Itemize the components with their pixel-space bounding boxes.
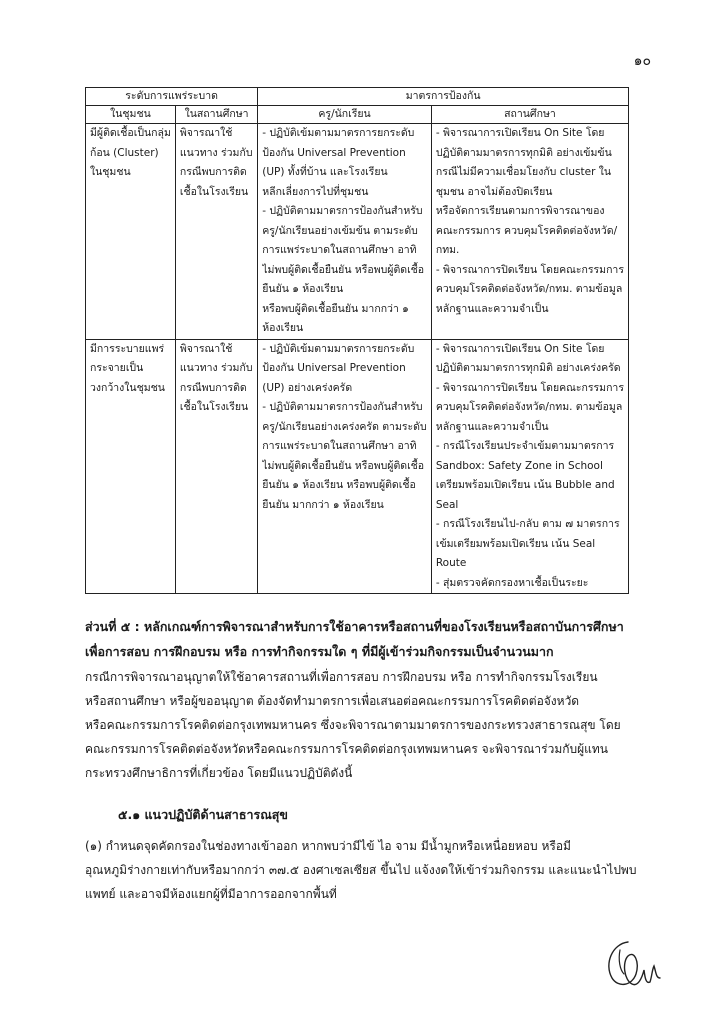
cell-line: - ปฏิบัติตามมาตรการป้องกันสำหรับ (262, 401, 423, 413)
section5-heading-line: เพื่อการสอบ การฝึกอบรม หรือ การทำกิจกรรมใด ๆ ที่มีผู้เข้าร่วมกิจกรรมเป็นจำนวนมาก (85, 644, 554, 659)
cell-line: การแพร่ระบาดในสถานศึกษา อาทิ (262, 440, 417, 452)
table-row (86, 124, 629, 340)
paragraph-line: หรือคณะกรรมการโรคติดต่อกรุงเทพมหานคร ซึ่งจะพิจารณาตามมาตรการของกระทรวงสาธารณสุข โดย (85, 718, 621, 732)
paragraph-line: กรณีการพิจารณาอนุญาตให้ใช้อาคารสถานที่เพื่อการสอบ การฝึกอบรม หรือ การทำกิจกรรมโรงเรียน (85, 670, 598, 684)
cell-line: วงกว้างในชุมชน (90, 381, 165, 394)
paragraph-line: คณะกรรมการโรคติดต่อจังหวัดหรือคณะกรรมการโรคติดต่อกรุงเทพมหานคร จะพิจารณาร่วมกับผู้แทน (85, 742, 609, 756)
cell-line: ควบคุมโรคติดต่อจังหวัด/กทม. ตามข้อมูล (435, 401, 623, 413)
page-number: ๑๐ (633, 53, 651, 69)
cell-line: - ปฏิบัติเข้มตามมาตรการยกระดับ (262, 342, 415, 355)
cell-line: - ปฏิบัติเข้มตามมาตรการยกระดับ (262, 127, 415, 139)
cell-line: ยืนยัน ๑ ห้องเรียน หรือพบผู้ติดเชื้อ (262, 479, 416, 491)
cell-line: - กรณีโรงเรียนไป-กลับ ตาม ๗ มาตรการ (435, 518, 620, 530)
cell-line: - พิจารณาการเปิดเรียน On Site โดย (435, 342, 605, 355)
header-institution: สถานศึกษา (431, 106, 628, 124)
cell-line: หรือพบผู้ติดเชื้อยืนยัน มากกว่า ๑ (262, 302, 409, 315)
cell-line: ปฏิบัติตามมาตรการทุกมิติ อย่างเข้มข้น (435, 146, 612, 159)
institution-cell (431, 339, 628, 594)
cell-line: พิจารณาใช้ (179, 342, 233, 355)
cell-line: - พิจารณาการเปิดเรียน On Site โดย (435, 127, 605, 139)
cell-line: ครู/นักเรียนอย่างเข้มข้น ตามระดับ (262, 224, 418, 237)
item-line: อุณหภูมิร่างกายเท่ากับหรือมากกว่า ๓๗.๕ องศาเซลเซียส ขึ้นไป แจ้งงดให้เข้าร่วมกิจกรรม และแนะนำไปพบ (85, 863, 637, 877)
cell-line: กรณีพบการติด (179, 381, 247, 394)
cell-line: กระจายเป็น (90, 362, 144, 374)
cell-line: คณะกรรมการ ควบคุมโรคติดต่อจังหวัด/ (435, 224, 618, 237)
cell-line: ครู/นักเรียนอย่างเคร่งครัด ตามระดับ (262, 420, 427, 433)
cell-line: - พิจารณาการปิดเรียน โดยคณะกรรมการ (435, 381, 624, 394)
item-line: แพทย์ และอาจมีห้องแยกผู้ที่มีอาการออกจากพื้นที่ (85, 887, 337, 901)
cell-line: - ปฏิบัติตามมาตรการป้องกันสำหรับ (262, 205, 423, 217)
cell-line: เชื้อในโรงเรียน (179, 185, 249, 198)
school-cell (175, 124, 257, 340)
community-cell (86, 124, 176, 340)
cell-line: ปฏิบัติตามมาตรการทุกมิติ อย่างเคร่งครัด (435, 362, 621, 374)
section5-paragraph (85, 665, 645, 785)
cell-line: ป้องกัน Universal Prevention (262, 362, 406, 374)
cell-line: ชุมชน อาจไม่ต้องปิดเรียน (435, 185, 553, 198)
cell-line: แนวทาง ร่วมกับ (179, 362, 253, 374)
cell-line: - สุ่มตรวจคัดกรองหาเชื้อเป็นระยะ (435, 576, 589, 589)
cell-line: กรณีไม่มีความเชื่อมโยงกับ cluster ใน (435, 166, 612, 178)
cell-line: หลักฐานและความจำเป็น (435, 302, 549, 315)
cell-line: ห้องเรียน (262, 322, 304, 334)
cell-line: - กรณีโรงเรียนประจำเข้มตามมาตรการ (435, 440, 615, 452)
cell-line: (UP) ทั้งที่บ้าน และโรงเรียน (262, 166, 388, 178)
cell-line: Sandbox: Safety Zone in School (435, 459, 603, 472)
signature-image (598, 930, 668, 1000)
cell-line: หรือจัดการเรียนตามการพิจารณาของ (435, 205, 605, 217)
cell-line: หลักฐานและความจำเป็น (435, 420, 549, 433)
cell-line: แนวทาง ร่วมกับ (179, 146, 253, 159)
item-line: (๑) กำหนดจุดคัดกรองในช่องทางเข้าออก หากพบว่ามีไข้ ไอ จาม มีน้ำมูกหรือเหนื่อยหอบ หรือมี (85, 839, 571, 853)
cell-line: กรณีพบการติด (179, 166, 247, 178)
cell-line: ป้องกัน Universal Prevention (262, 146, 406, 159)
cell-line: กทม. (435, 244, 460, 256)
cell-line: ก้อน (Cluster) (90, 146, 159, 159)
cell-line: การแพร่ระบาดในสถานศึกษา อาทิ (262, 244, 417, 256)
cell-line: ในชุมชน (90, 166, 131, 178)
section5-heading (85, 614, 645, 664)
cell-line: ยืนยัน มากกว่า ๑ ห้องเรียน (262, 498, 384, 511)
cell-line: ไม่พบผู้ติดเชื้อยืนยัน หรือพบผู้ติดเชื้อ (262, 263, 425, 276)
cell-line: ไม่พบผู้ติดเชื้อยืนยัน หรือพบผู้ติดเชื้อ (262, 459, 425, 472)
section5-heading-line: ส่วนที่ ๕ : หลักเกณฑ์การพิจารณาสำหรับการใช้อาคารหรือสถานที่ของโรงเรียนหรือสถาบันการศึกษา (85, 619, 624, 634)
cell-line: Seal (435, 498, 459, 511)
header-outbreak-level: ระดับการแพร่ระบาด (86, 88, 258, 106)
header-teacher-student: ครู/นักเรียน (258, 106, 432, 124)
cell-line: (UP) อย่างเคร่งครัด (262, 381, 353, 394)
cell-line: ควบคุมโรคติดต่อจังหวัด/กทม. ตามข้อมูล (435, 283, 623, 295)
cell-line: มีผู้ติดเชื้อเป็นกลุ่ม (90, 127, 171, 139)
institution-cell (431, 124, 628, 340)
paragraph-line: กระทรวงศึกษาธิการที่เกี่ยวข้อง โดยมีแนวปฏิบัติดังนี้ (85, 766, 353, 780)
cell-line: มีการระบายแพร่ (90, 342, 165, 355)
header-community: ในชุมชน (86, 106, 176, 124)
cell-line: Route (435, 557, 467, 569)
community-cell (86, 339, 176, 594)
table-row (86, 339, 629, 594)
cell-line: หลีกเลี่ยงการไปที่ชุมชน (262, 185, 369, 198)
prevention-measures-table (85, 87, 629, 594)
header-prevention-measures: มาตรการป้องกัน (258, 88, 629, 106)
cell-line: - พิจารณาการปิดเรียน โดยคณะกรรมการ (435, 263, 624, 276)
paragraph-line: หรือสถานศึกษา หรือผู้ขออนุญาต ต้องจัดทำมาตรการเพื่อเสนอต่อคณะกรรมการโรคติดต่อจังหวัด (85, 694, 580, 708)
section5-1-heading: ๕.๑ แนวปฏิบัติด้านสาธารณสุข (118, 807, 288, 822)
cell-line: เตรียมพร้อมเปิดเรียน เน้น Bubble and (435, 479, 615, 491)
cell-line: เชื้อในโรงเรียน (179, 401, 249, 413)
school-cell (175, 339, 257, 594)
cell-line: เข้มเตรียมพร้อมเปิดเรียน เน้น Seal (435, 537, 596, 550)
cell-line: พิจารณาใช้ (179, 127, 233, 139)
teacher-student-cell (258, 339, 432, 594)
header-school: ในสถานศึกษา (175, 106, 257, 124)
teacher-student-cell (258, 124, 432, 340)
section5-1-item-1 (85, 834, 645, 906)
cell-line: ยืนยัน ๑ ห้องเรียน (262, 283, 344, 295)
